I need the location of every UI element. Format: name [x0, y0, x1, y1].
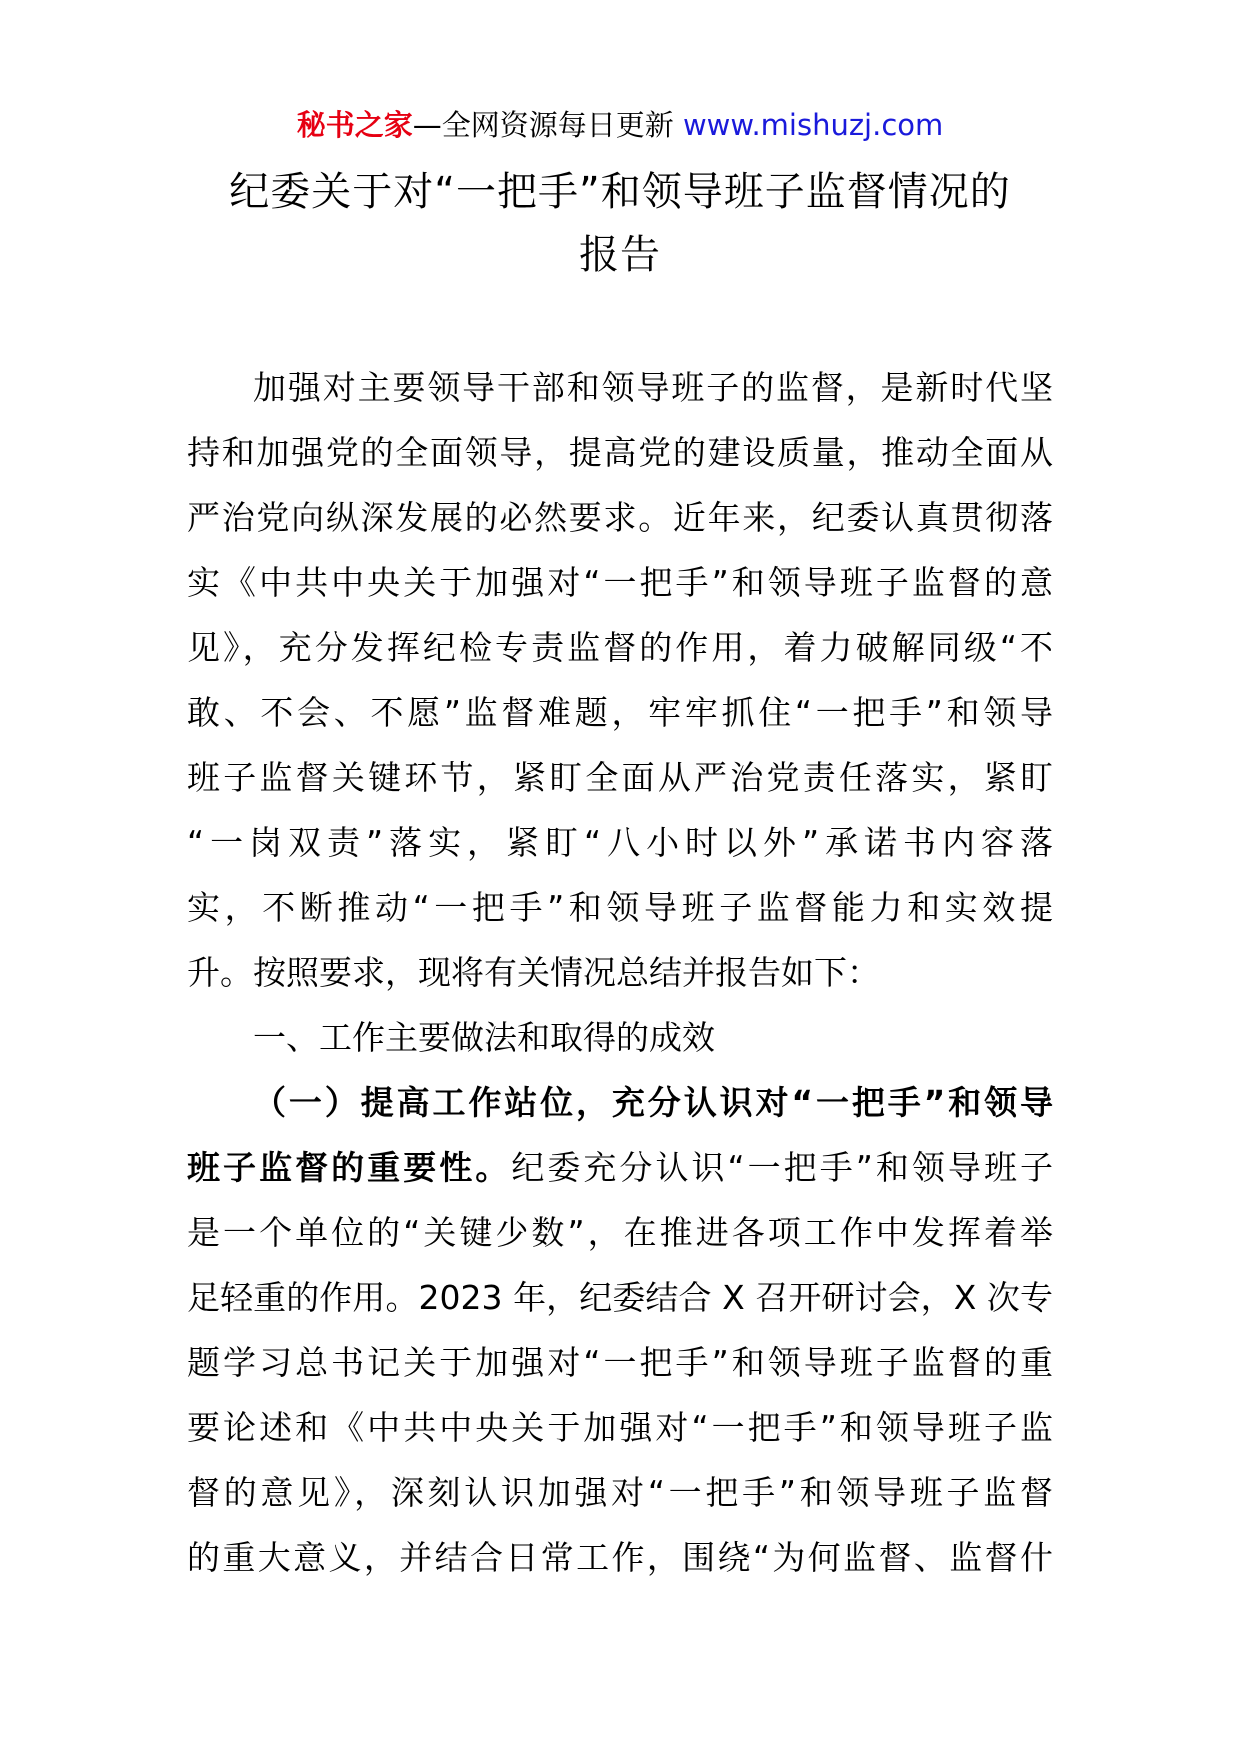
paragraph-1-line: 严治党向纵深发展的必然要求。近年来，纪委认真贯彻落 [187, 498, 1053, 537]
paragraph-1-line: 升。按照要求，现将有关情况总结并报告如下： [187, 953, 880, 992]
document-title-line-2: 报告 [579, 232, 661, 278]
paragraph-2-line: 的重大意义，并结合日常工作，围绕“为何监督、监督什 [187, 1538, 1053, 1577]
header-tagline: —全网资源每日更新 [412, 108, 683, 142]
paragraph-2-line: 要论述和《中共中央关于加强对“一把手”和领导班子监 [187, 1408, 1053, 1447]
paragraph-1-line: 持和加强党的全面领导，提高党的建设质量，推动全面从 [187, 433, 1053, 472]
paragraph-2-text: 纪委充分认识“一把手”和领导班子 [511, 1148, 1054, 1187]
document-title-line-1: 纪委关于对“一把手”和领导班子监督情况的 [229, 169, 1011, 215]
paragraph-1-line: 实，不断推动“一把手”和领导班子监督能力和实效提 [187, 888, 1053, 927]
paragraph-2-line: 是一个单位的“关键少数”，在推进各项工作中发挥着举 [187, 1213, 1053, 1252]
section-heading: 一、工作主要做法和取得的成效 [253, 1018, 715, 1057]
paragraph-2-line: 足轻重的作用。2023 年，纪委结合 X 召开研讨会，X 次专 [187, 1278, 1053, 1317]
site-url-link[interactable]: www.mishuzj.com [682, 108, 944, 142]
paragraph-1-line: 实《中共中央关于加强对“一把手”和领导班子监督的意 [187, 563, 1053, 602]
subsection-heading-tail: 班子监督的重要性。 [187, 1148, 512, 1187]
paragraph-2-line: 督的意见》，深刻认识加强对“一把手”和领导班子监督 [187, 1473, 1053, 1512]
subsection-heading: （一）提高工作站位，充分认识对“一把手”和领导 [253, 1083, 1053, 1122]
paragraph-1-line: 见》，充分发挥纪检专责监督的作用，着力破解同级“不 [187, 628, 1053, 667]
site-header [0, 100, 1240, 150]
paragraph-1-line: 加强对主要领导干部和领导班子的监督，是新时代坚 [253, 368, 1053, 407]
brand-name: 秘书之家 [296, 108, 413, 142]
paragraph-1-line: “一岗双责”落实，紧盯“八小时以外”承诺书内容落 [187, 823, 1053, 862]
paragraph-1-line: 敢、不会、不愿”监督难题，牢牢抓住“一把手”和领导 [187, 693, 1053, 732]
paragraph-1-line: 班子监督关键环节，紧盯全面从严治党责任落实，紧盯 [187, 758, 1053, 797]
paragraph-2-line: 题学习总书记关于加强对“一把手”和领导班子监督的重 [187, 1343, 1053, 1382]
paragraph-2-line [187, 1135, 1053, 1200]
document-body [187, 355, 1053, 1590]
